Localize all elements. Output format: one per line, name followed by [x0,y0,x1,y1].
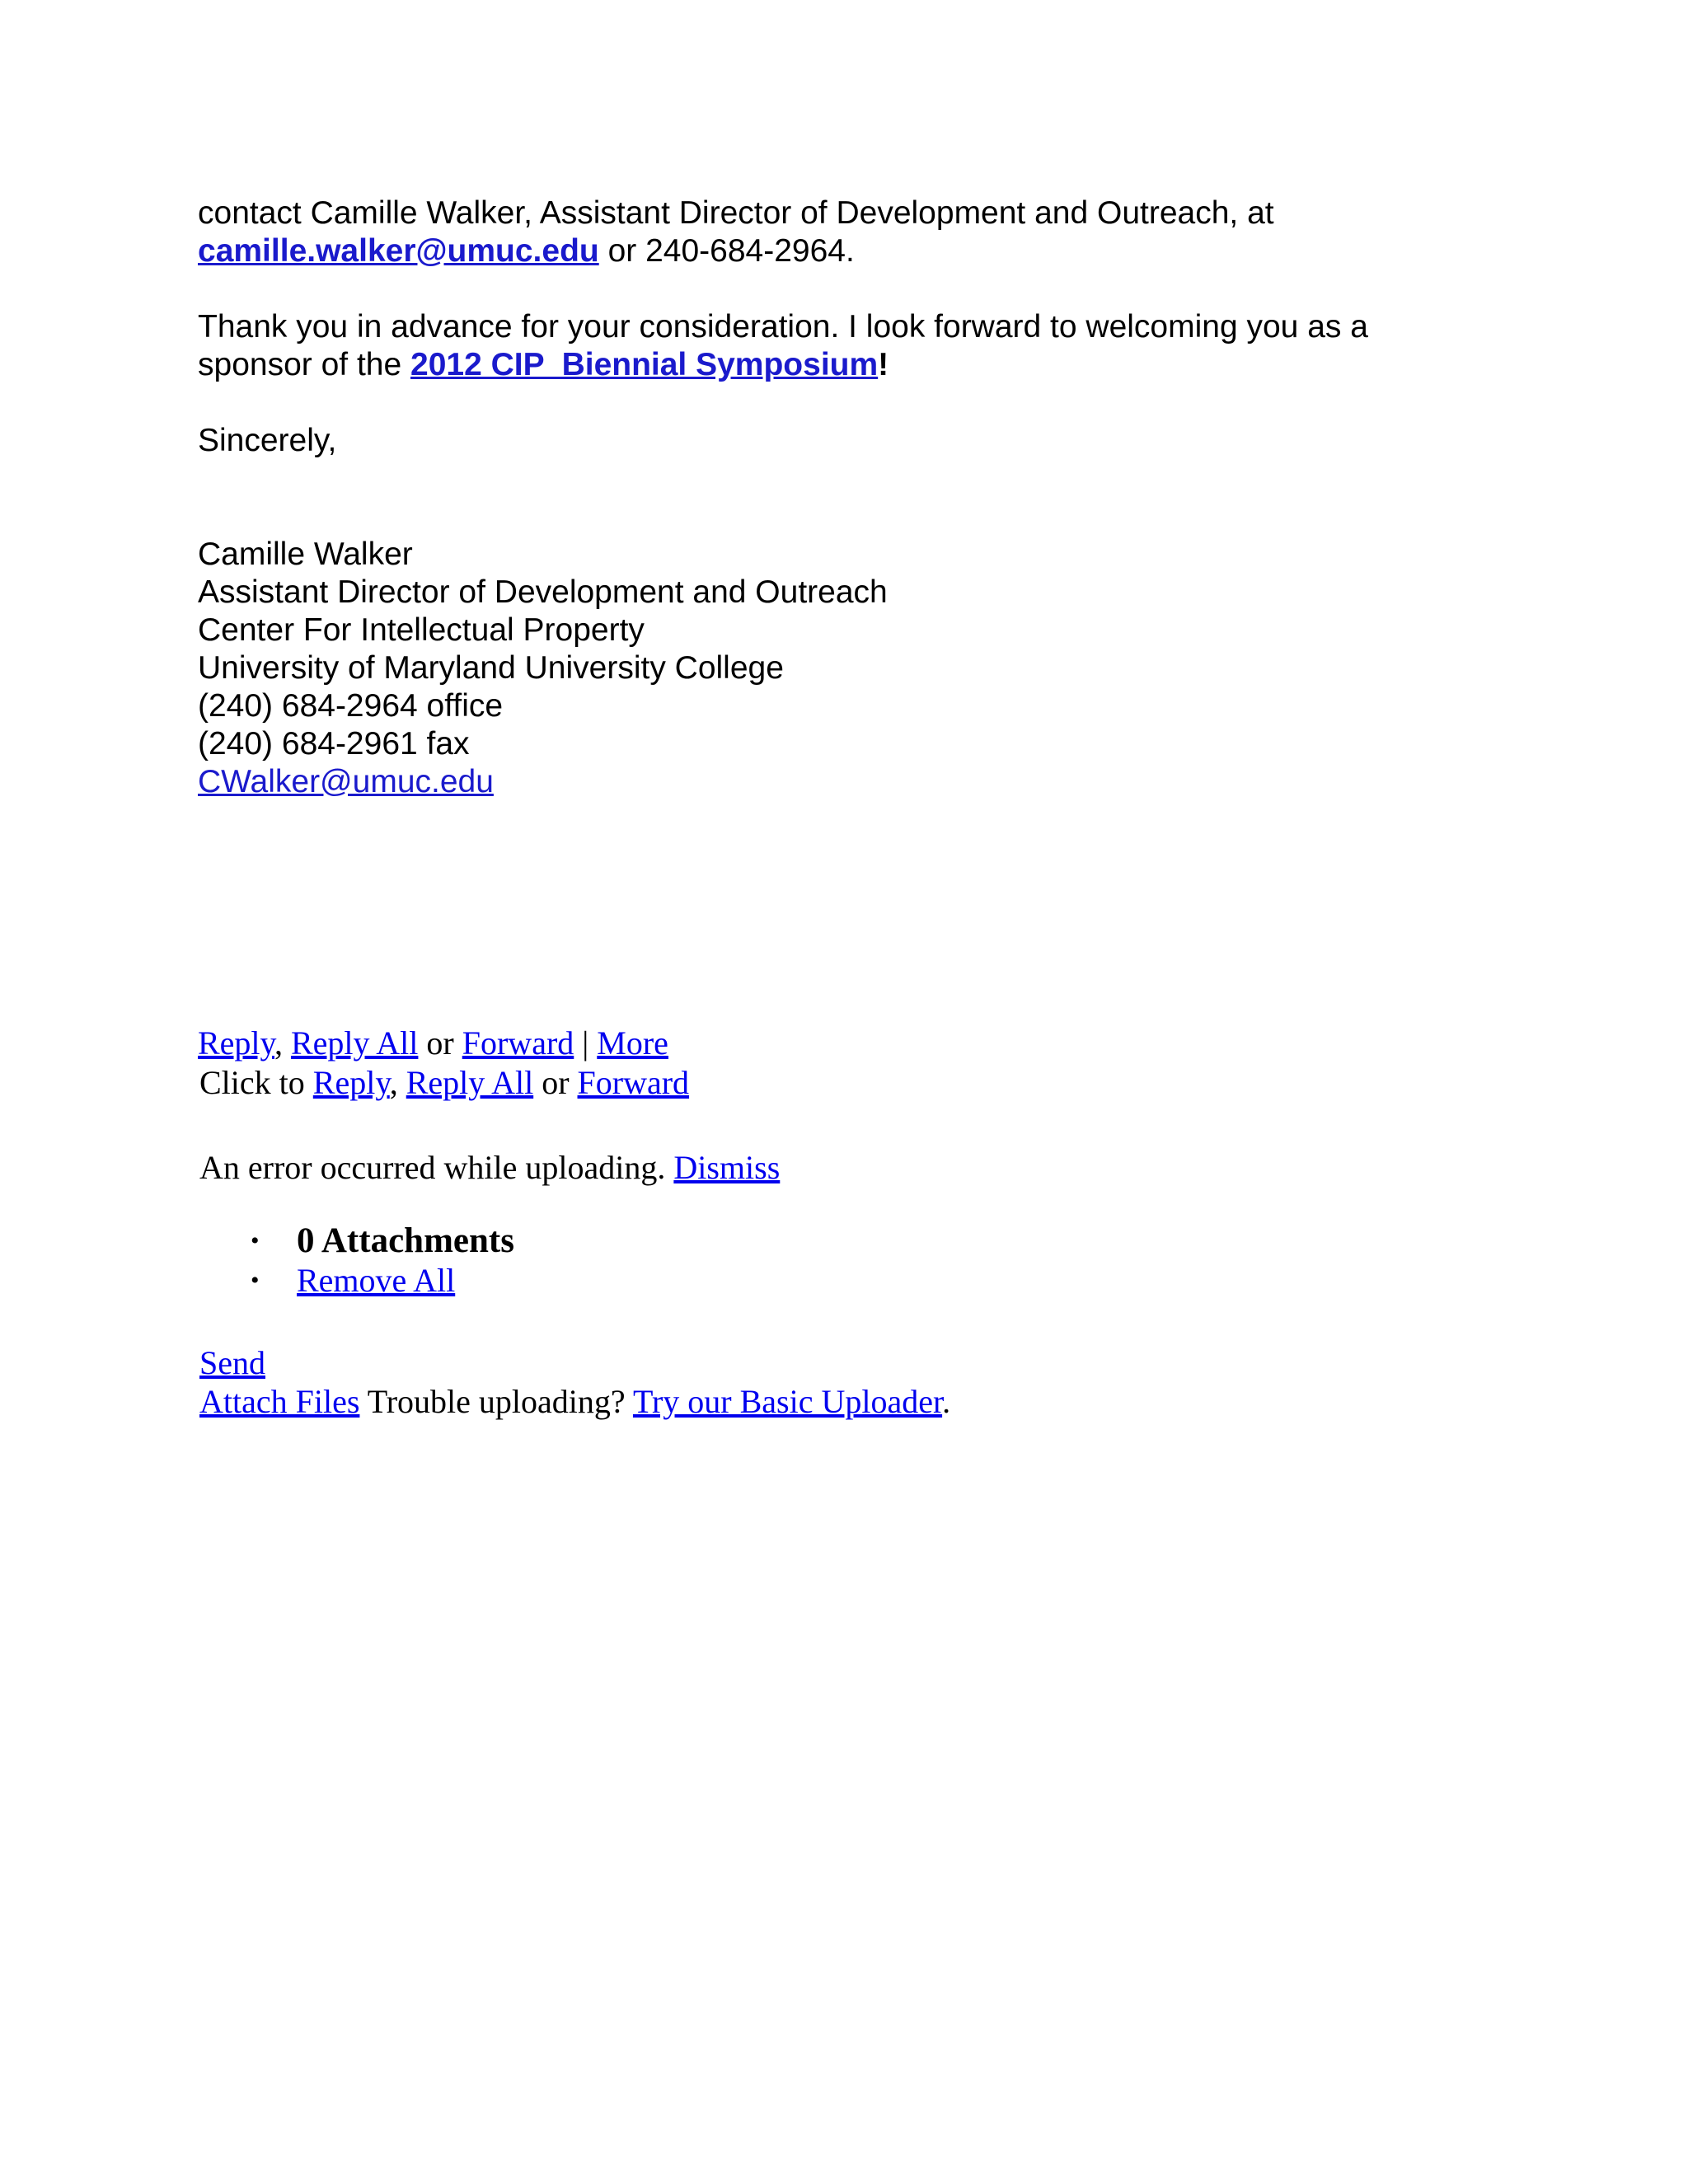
quick-reply-link[interactable]: Reply [312,1064,390,1101]
spacer [198,460,1517,536]
remove-all-link[interactable]: Remove All [297,1262,456,1299]
exclamation: ! [878,347,889,382]
signature-university: University of Maryland University College [198,650,784,686]
forward-link[interactable]: Forward [462,1024,574,1062]
or-separator: or [418,1024,462,1062]
pipe-separator: | [574,1024,598,1062]
attachments-list [199,1221,514,1301]
signature-office-phone: (240) 684-2964 office [198,688,504,724]
contact-email-link[interactable]: camille.walker@umuc.edu [198,233,599,269]
send-row [199,1343,265,1383]
thanks-text: Thank you in advance for your consideration. I look forward to welcoming you as a sponsor of the [198,309,1368,382]
or-separator: or [533,1064,578,1101]
signature-title: Assistant Director of Development and Outreach [198,574,888,610]
signature-fax: (240) 684-2961 fax [198,726,470,762]
comma-separator: , [274,1024,291,1062]
attach-files-link[interactable]: Attach Files [199,1383,360,1420]
signature-email-link[interactable]: CWalker@umuc.edu [198,764,494,799]
reply-all-link[interactable]: Reply All [290,1024,419,1062]
thanks-paragraph [198,308,1484,384]
quick-reply-all-link[interactable]: Reply All [406,1064,534,1101]
dismiss-link[interactable]: Dismiss [673,1149,781,1186]
click-to-label: Click to [199,1064,313,1101]
quick-forward-link[interactable]: Forward [577,1064,690,1101]
spacer [198,270,1517,308]
upload-error-message [199,1148,780,1188]
signature-org: Center For Intellectual Property [198,612,645,648]
upload-error-text: An error occurred while uploading. [199,1149,674,1186]
message-actions-bar [198,1024,668,1063]
contact-phone-text: or 240-684-2964. [598,233,855,269]
email-body [198,194,1517,801]
spacer [198,384,1517,422]
more-link[interactable]: More [597,1024,668,1062]
signature-name: Camille Walker [198,537,413,572]
attachments-count: 0 Attachments [297,1221,514,1260]
bullet-icon: • [251,1227,260,1254]
list-item [199,1261,514,1301]
bullet-icon: • [251,1267,260,1294]
click-to-reply-bar [199,1063,689,1103]
closing-text: Sincerely, [198,423,337,458]
symposium-link[interactable]: 2012 CIP Biennial Symposium [410,347,879,382]
attach-files-row [199,1382,950,1422]
contact-text: contact Camille Walker, Assistant Director of Development and Outreach, at [198,195,1274,231]
basic-uploader-link[interactable]: Try our Basic Uploader [632,1383,943,1420]
period-text: . [942,1383,951,1420]
list-item [199,1221,514,1261]
signature-block [198,536,1517,801]
contact-paragraph [198,194,1517,270]
comma-separator: , [389,1064,406,1101]
reply-link[interactable]: Reply [198,1024,274,1062]
trouble-uploading-text: Trouble uploading? [359,1383,633,1420]
send-link[interactable]: Send [199,1344,265,1381]
